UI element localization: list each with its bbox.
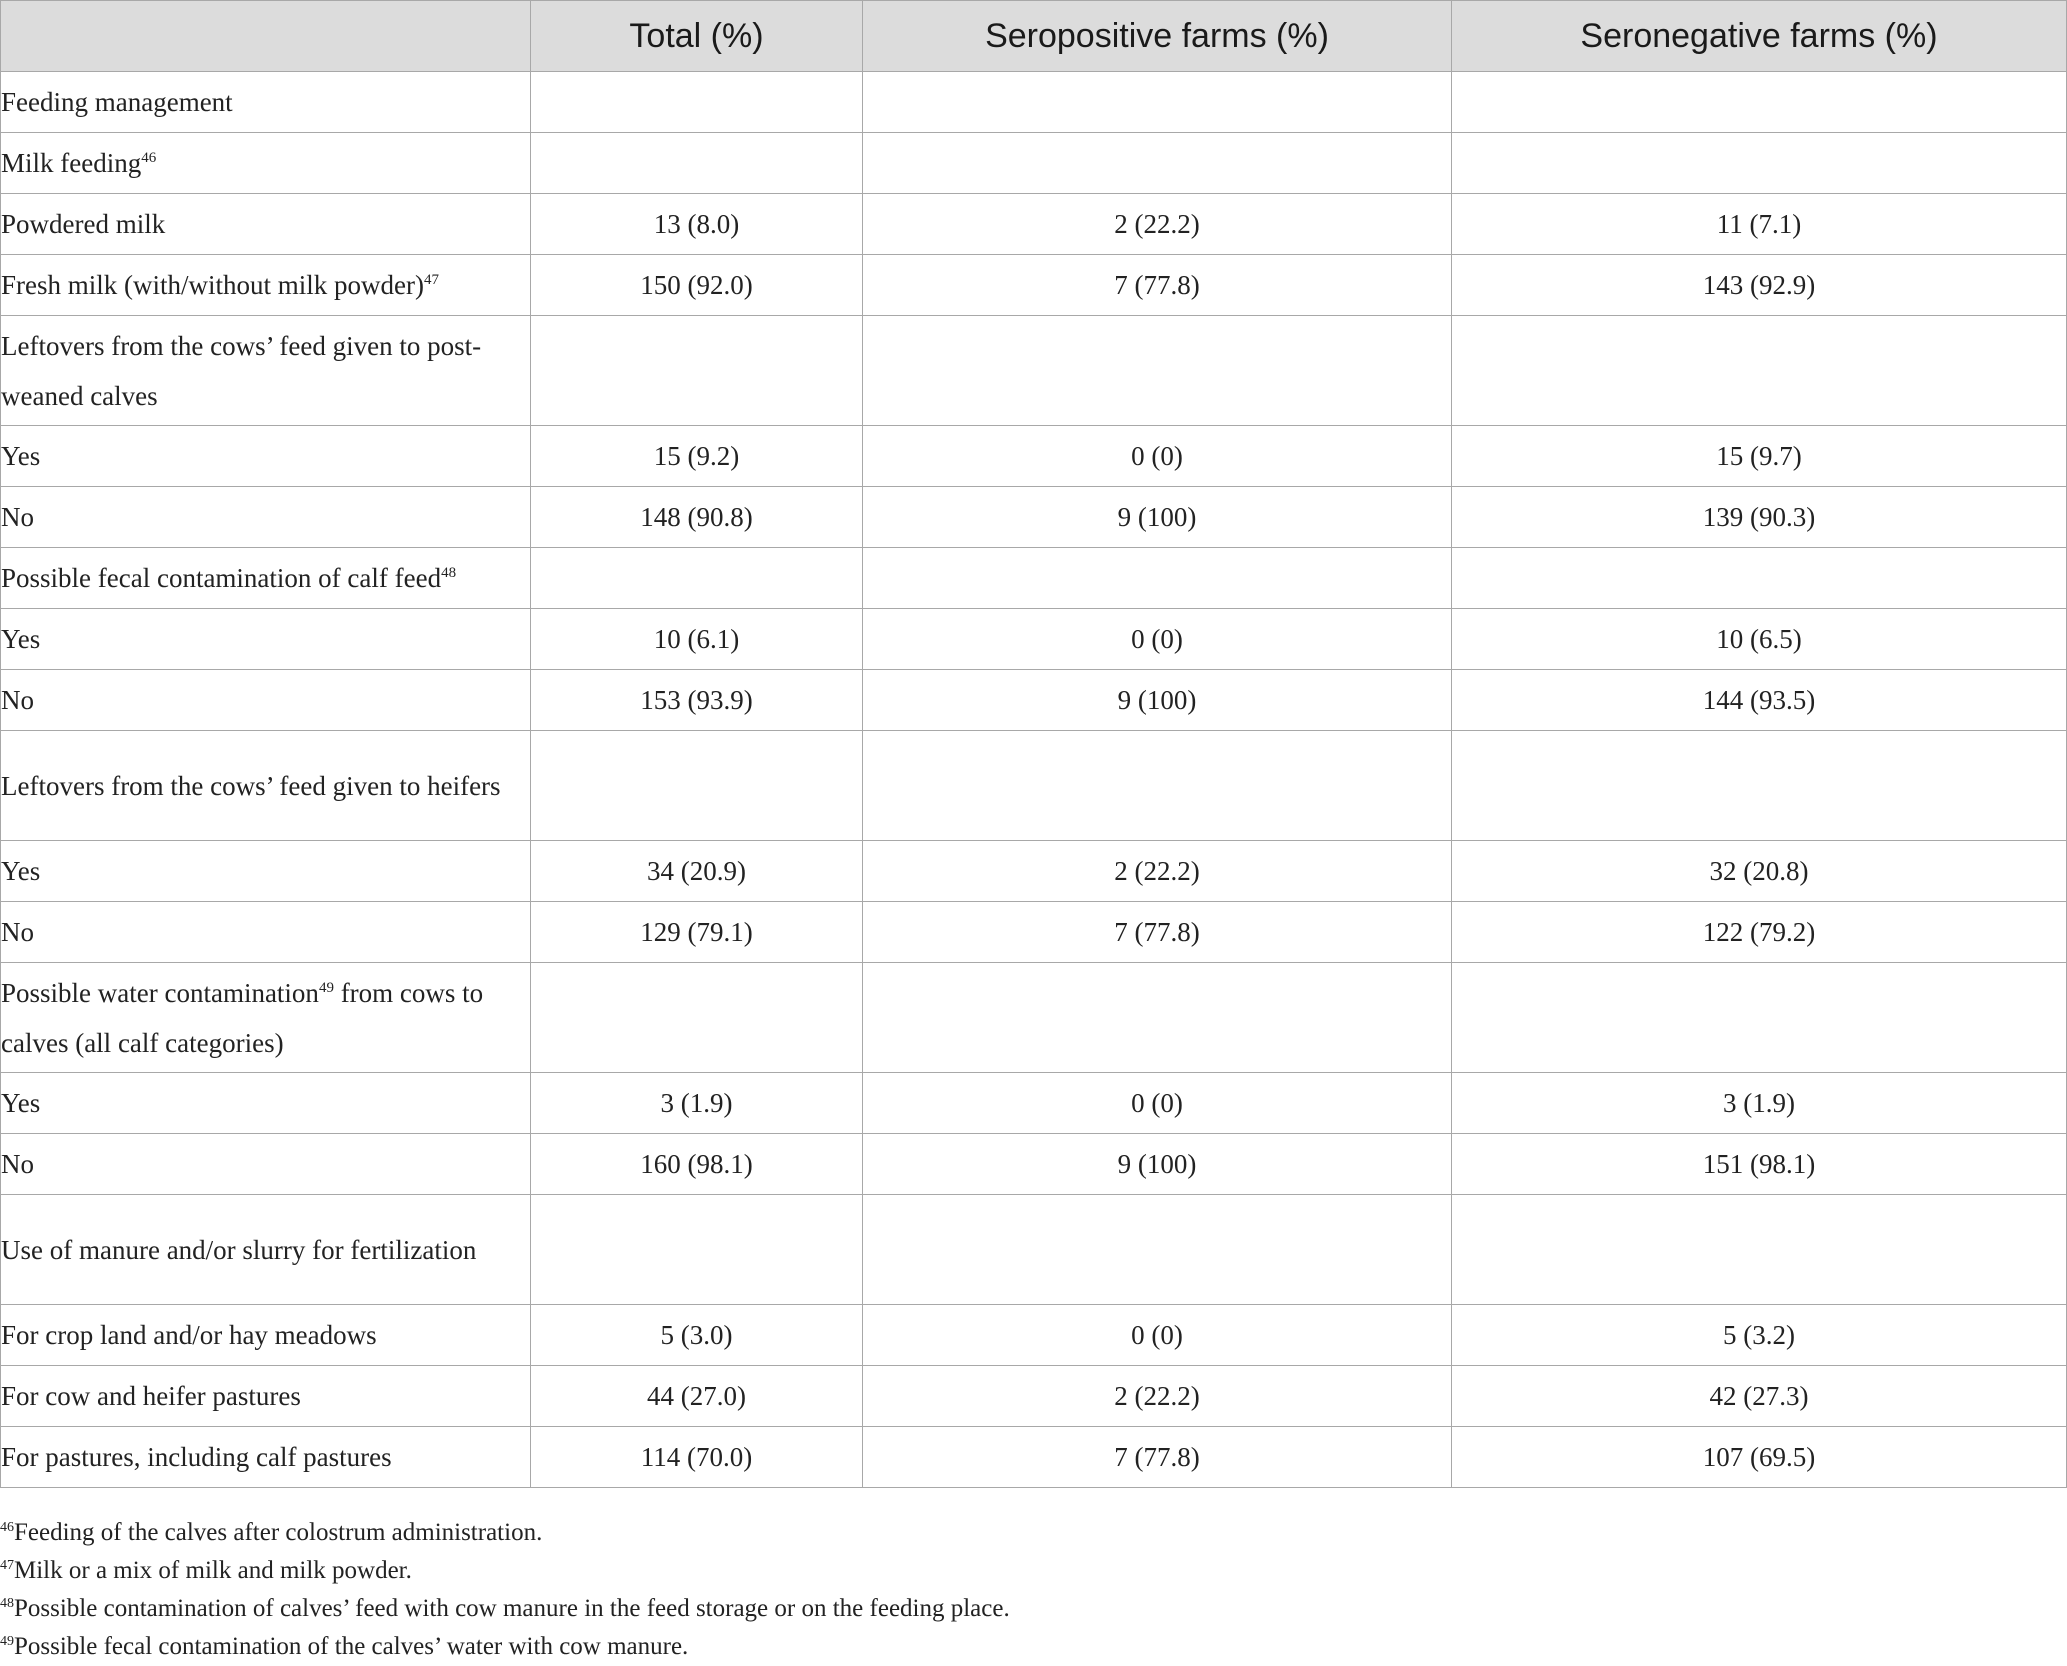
total-cell: 13 (8.0) xyxy=(531,194,863,255)
seronegative-cell: 10 (6.5) xyxy=(1452,609,2067,670)
seronegative-cell: 139 (90.3) xyxy=(1452,487,2067,548)
footnotes xyxy=(0,1514,1010,1666)
seropositive-cell: 7 (77.8) xyxy=(863,1427,1452,1488)
footnote xyxy=(0,1514,1010,1552)
total-cell xyxy=(531,963,863,1073)
footnote xyxy=(0,1590,1010,1628)
footnote xyxy=(0,1628,1010,1666)
table-row xyxy=(1,902,2067,963)
header-seropositive: Seropositive farms (%) xyxy=(863,1,1452,72)
seronegative-cell: 11 (7.1) xyxy=(1452,194,2067,255)
seronegative-cell: 15 (9.7) xyxy=(1452,426,2067,487)
total-cell: 129 (79.1) xyxy=(531,902,863,963)
seronegative-cell xyxy=(1452,963,2067,1073)
total-cell: 15 (9.2) xyxy=(531,426,863,487)
table-row xyxy=(1,72,2067,133)
table-row xyxy=(1,316,2067,426)
table-row xyxy=(1,487,2067,548)
row-label: Yes xyxy=(1,609,531,670)
seropositive-cell: 0 (0) xyxy=(863,1305,1452,1366)
table-row xyxy=(1,1366,2067,1427)
footnote-text: Possible fecal contamination of the calves’ water with cow manure. xyxy=(14,1633,689,1660)
footnote-number: 46 xyxy=(0,1520,14,1535)
total-cell: 114 (70.0) xyxy=(531,1427,863,1488)
row-label: Possible water contamination$^{49}$ from cows to calves (all calf categories) xyxy=(1,963,531,1073)
table-row xyxy=(1,1134,2067,1195)
footnote-ref: 47 xyxy=(423,272,439,288)
table-row xyxy=(1,1195,2067,1305)
table-row xyxy=(1,841,2067,902)
table-row xyxy=(1,255,2067,316)
seronegative-cell xyxy=(1452,548,2067,609)
total-cell xyxy=(531,548,863,609)
row-label: Use of manure and/or slurry for fertilization xyxy=(1,1195,531,1305)
footnote xyxy=(0,1552,1010,1590)
table-row xyxy=(1,133,2067,194)
row-label: No xyxy=(1,1134,531,1195)
seropositive-cell xyxy=(863,548,1452,609)
seronegative-cell: 144 (93.5) xyxy=(1452,670,2067,731)
seronegative-cell: 32 (20.8) xyxy=(1452,841,2067,902)
footnote-number: 48 xyxy=(0,1596,14,1611)
seropositive-cell xyxy=(863,963,1452,1073)
footnote-ref: 48 xyxy=(441,565,457,581)
total-cell xyxy=(531,731,863,841)
row-label: Yes xyxy=(1,841,531,902)
table-row xyxy=(1,963,2067,1073)
seropositive-cell xyxy=(863,72,1452,133)
seronegative-cell xyxy=(1452,316,2067,426)
total-cell: 148 (90.8) xyxy=(531,487,863,548)
row-label: Yes xyxy=(1,1073,531,1134)
seronegative-cell: 3 (1.9) xyxy=(1452,1073,2067,1134)
seropositive-cell xyxy=(863,1195,1452,1305)
table-row xyxy=(1,1073,2067,1134)
seropositive-cell: 9 (100) xyxy=(863,670,1452,731)
seropositive-cell: 7 (77.8) xyxy=(863,255,1452,316)
total-cell: 3 (1.9) xyxy=(531,1073,863,1134)
row-label: Leftovers from the cows’ feed given to heifers xyxy=(1,731,531,841)
seropositive-cell: 2 (22.2) xyxy=(863,841,1452,902)
seropositive-cell: 9 (100) xyxy=(863,487,1452,548)
table-row xyxy=(1,1305,2067,1366)
total-cell xyxy=(531,72,863,133)
footnote-number: 47 xyxy=(0,1558,14,1573)
row-label: Yes xyxy=(1,426,531,487)
row-label: Feeding management xyxy=(1,72,531,133)
table-row xyxy=(1,548,2067,609)
table-row xyxy=(1,609,2067,670)
row-label: Fresh milk (with/without milk powder)$^{47}$ xyxy=(1,255,531,316)
total-cell: 150 (92.0) xyxy=(531,255,863,316)
seronegative-cell xyxy=(1452,72,2067,133)
seropositive-cell xyxy=(863,133,1452,194)
header-label-column xyxy=(1,1,531,72)
total-cell xyxy=(531,133,863,194)
header-row xyxy=(1,1,2067,72)
row-label: Powdered milk xyxy=(1,194,531,255)
seropositive-cell: 0 (0) xyxy=(863,609,1452,670)
row-label: For pastures, including calf pastures xyxy=(1,1427,531,1488)
header-total: Total (%) xyxy=(531,1,863,72)
seronegative-cell: 42 (27.3) xyxy=(1452,1366,2067,1427)
row-label: No xyxy=(1,487,531,548)
row-label: No xyxy=(1,670,531,731)
seropositive-cell: 2 (22.2) xyxy=(863,1366,1452,1427)
footnote-ref: 46 xyxy=(141,150,157,166)
row-label: Leftovers from the cows’ feed given to post-weaned calves xyxy=(1,316,531,426)
table-row xyxy=(1,1427,2067,1488)
footnote-text: Possible contamination of calves’ feed with cow manure in the feed storage or on the feeding place. xyxy=(14,1595,1010,1622)
seropositive-cell: 2 (22.2) xyxy=(863,194,1452,255)
row-label: Milk feeding$^{46}$ xyxy=(1,133,531,194)
row-label: For crop land and/or hay meadows xyxy=(1,1305,531,1366)
seronegative-cell xyxy=(1452,133,2067,194)
total-cell: 5 (3.0) xyxy=(531,1305,863,1366)
seropositive-cell xyxy=(863,731,1452,841)
total-cell xyxy=(531,1195,863,1305)
total-cell: 153 (93.9) xyxy=(531,670,863,731)
table-row xyxy=(1,731,2067,841)
table-row xyxy=(1,426,2067,487)
table-row xyxy=(1,670,2067,731)
seronegative-cell xyxy=(1452,731,2067,841)
seropositive-cell: 0 (0) xyxy=(863,426,1452,487)
seronegative-cell: 5 (3.2) xyxy=(1452,1305,2067,1366)
row-label: For cow and heifer pastures xyxy=(1,1366,531,1427)
seropositive-cell: 9 (100) xyxy=(863,1134,1452,1195)
seronegative-cell: 151 (98.1) xyxy=(1452,1134,2067,1195)
seropositive-cell: 0 (0) xyxy=(863,1073,1452,1134)
row-label: No xyxy=(1,902,531,963)
seronegative-cell: 122 (79.2) xyxy=(1452,902,2067,963)
footnote-number: 49 xyxy=(0,1634,14,1649)
seronegative-cell: 107 (69.5) xyxy=(1452,1427,2067,1488)
seronegative-cell: 143 (92.9) xyxy=(1452,255,2067,316)
header-seronegative: Seronegative farms (%) xyxy=(1452,1,2067,72)
footnote-text: Feeding of the calves after colostrum administration. xyxy=(14,1519,543,1546)
seropositive-cell xyxy=(863,316,1452,426)
table-row xyxy=(1,194,2067,255)
seropositive-cell: 7 (77.8) xyxy=(863,902,1452,963)
total-cell: 34 (20.9) xyxy=(531,841,863,902)
total-cell: 160 (98.1) xyxy=(531,1134,863,1195)
total-cell: 44 (27.0) xyxy=(531,1366,863,1427)
row-label: Possible fecal contamination of calf feed$^{48}$ xyxy=(1,548,531,609)
footnote-ref: 49 xyxy=(318,979,334,996)
seronegative-cell xyxy=(1452,1195,2067,1305)
footnote-text: Milk or a mix of milk and milk powder. xyxy=(14,1557,412,1584)
total-cell: 10 (6.1) xyxy=(531,609,863,670)
total-cell xyxy=(531,316,863,426)
